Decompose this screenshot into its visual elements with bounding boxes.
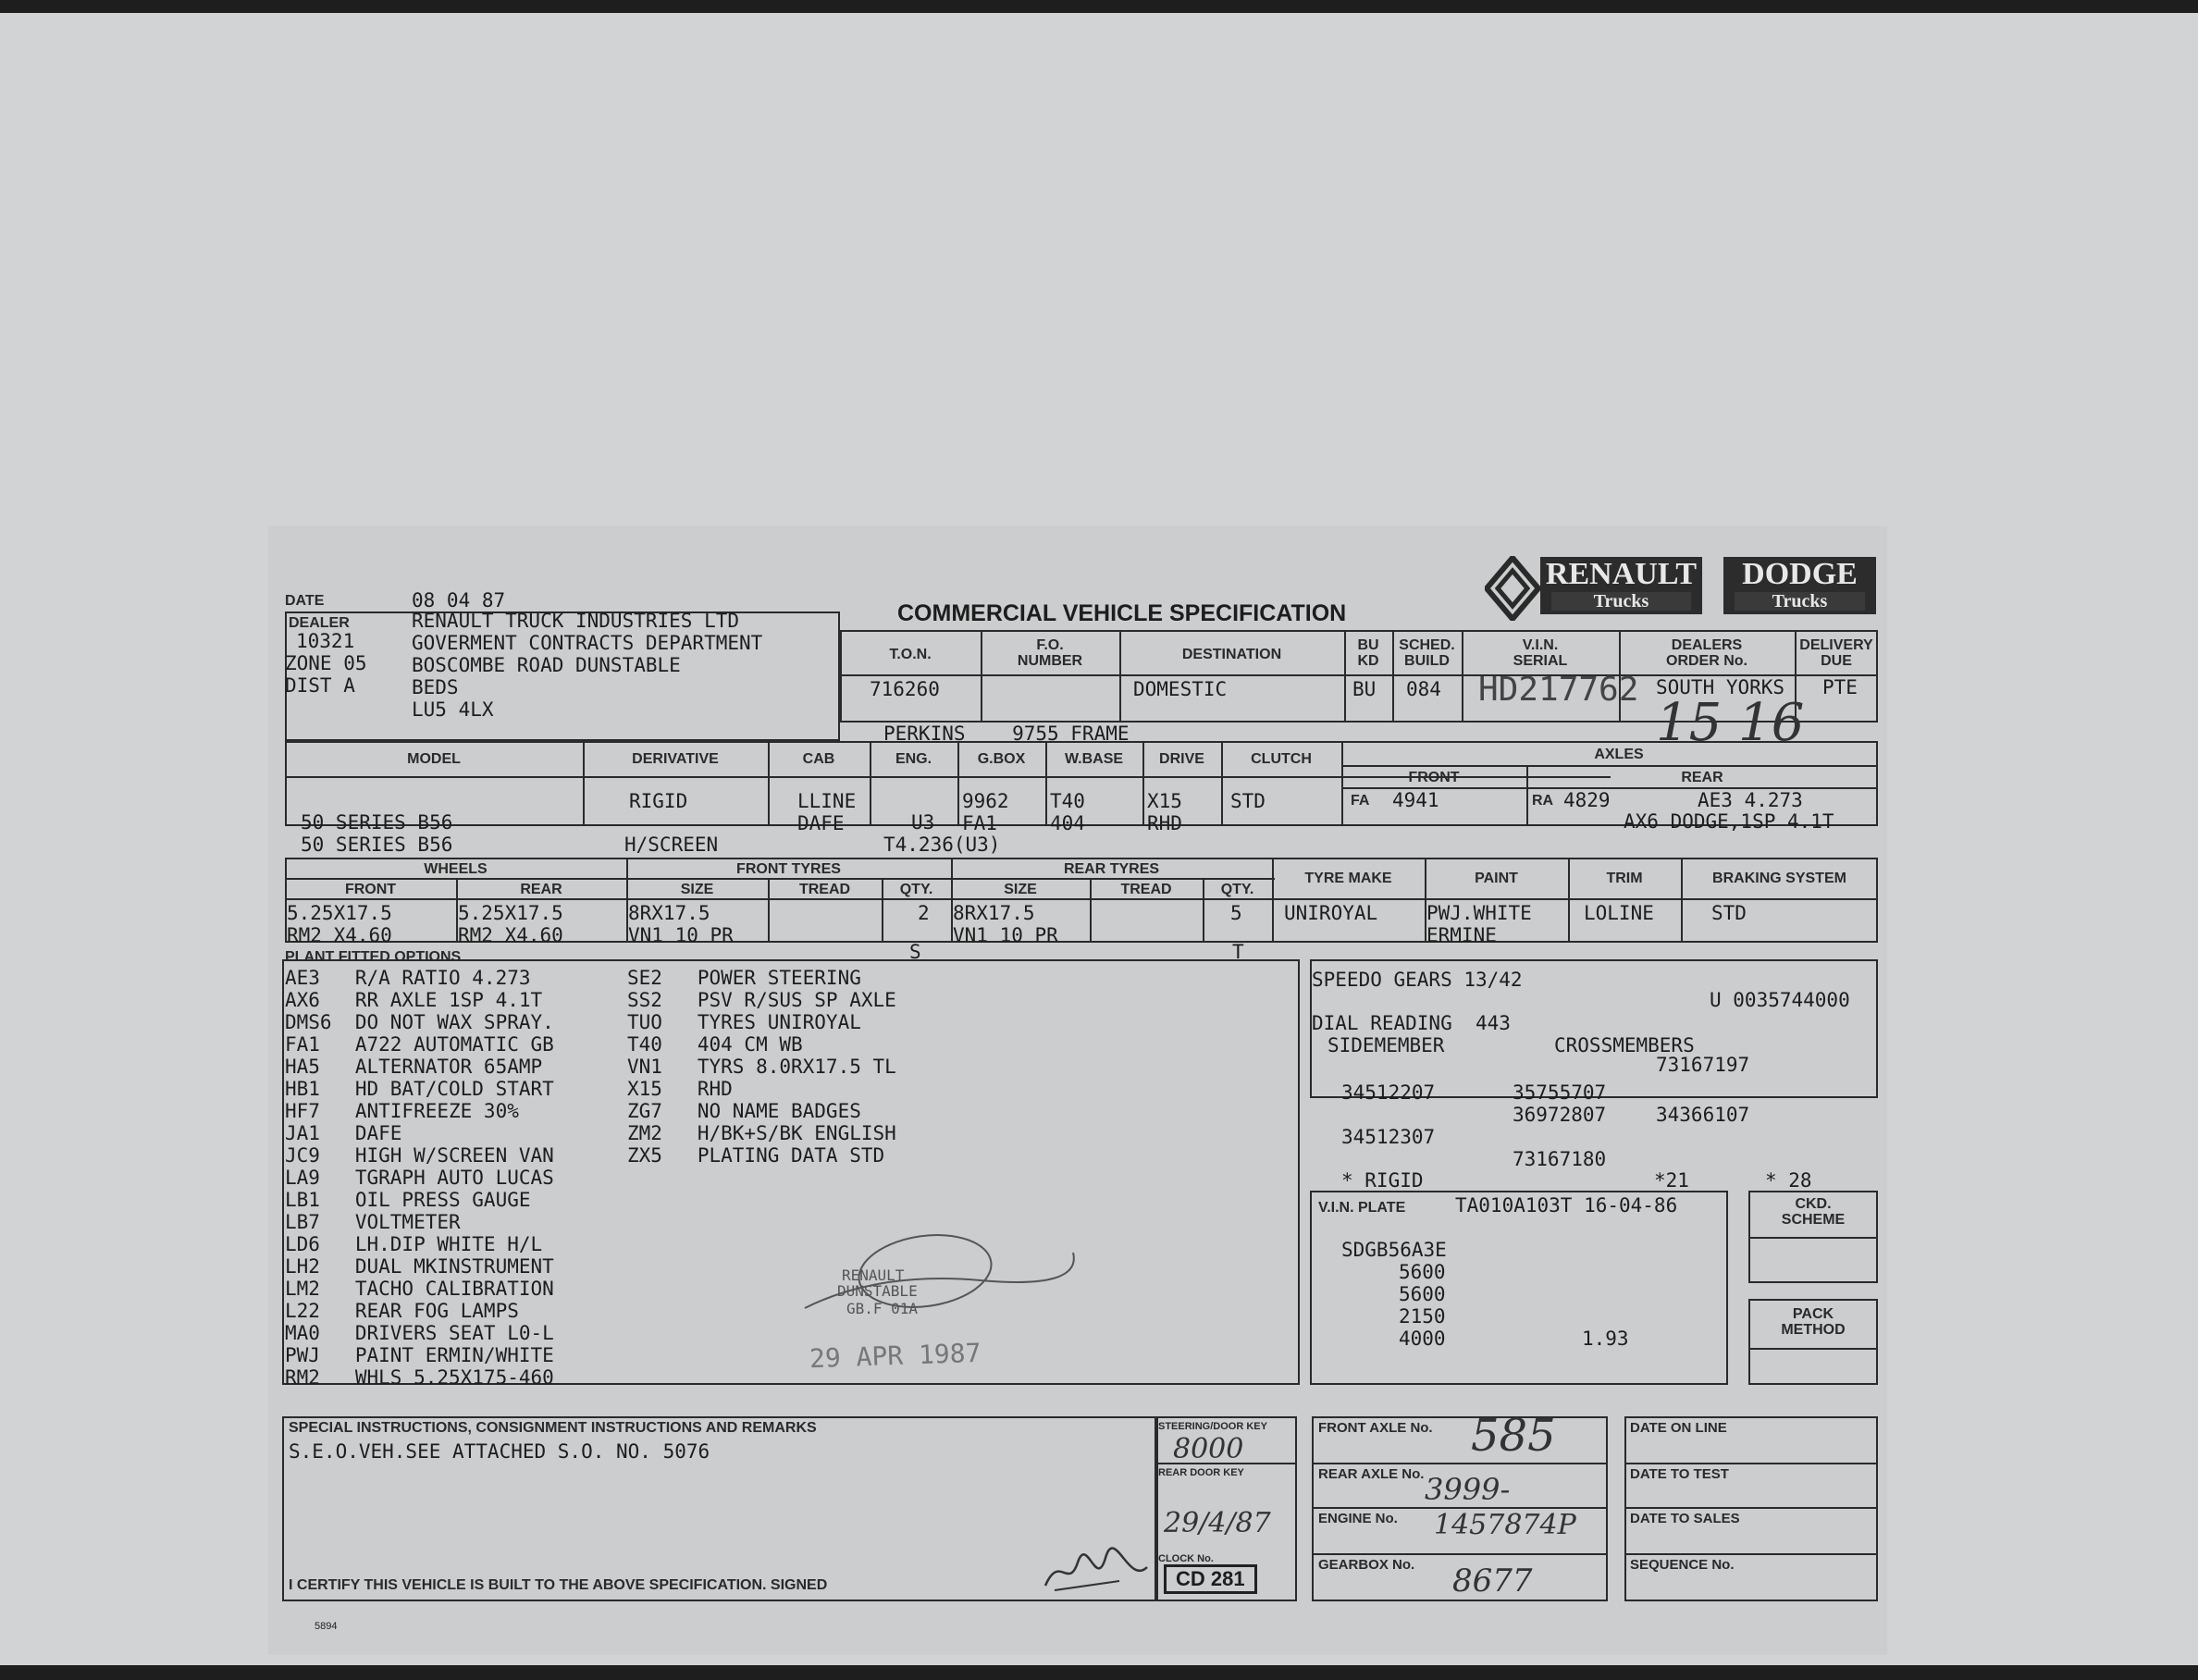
- date-to-test-label: DATE TO TEST: [1630, 1466, 1729, 1482]
- date-to-sales-label: DATE TO SALES: [1630, 1511, 1740, 1526]
- dealer-label: DEALER: [289, 615, 350, 631]
- handwritten-date: 29/4/87: [1164, 1507, 1271, 1539]
- front-axle-value: 4941: [1392, 789, 1439, 811]
- rear-axle-value: 4829: [1563, 789, 1611, 811]
- rear-door-key-label: REAR DOOR KEY: [1158, 1467, 1244, 1478]
- ckd-scheme-label: CKD. SCHEME: [1781, 1196, 1846, 1228]
- vin-plate-label: V.I.N. PLATE: [1318, 1200, 1406, 1216]
- engine-frame-line: PERKINS 9755 FRAME: [883, 723, 1130, 745]
- pack-method-label: PACK METHOD: [1781, 1306, 1846, 1338]
- wheels-front-value: 5.25X17.5 RM2 X4.60: [287, 902, 392, 946]
- clock-number-value: CD 281: [1164, 1564, 1257, 1594]
- stamp-text-2: DUNSTABLE: [837, 1282, 918, 1300]
- model-label: MODEL: [407, 751, 461, 767]
- engine-no-label: ENGINE No.: [1318, 1511, 1398, 1526]
- specification-form: [268, 526, 1887, 1655]
- rear-axle-no-value: 3999-: [1425, 1472, 1511, 1507]
- dates-box: [1624, 1416, 1878, 1601]
- member-number-5: 34366107: [1656, 1104, 1750, 1126]
- fo-number-label: F.O. NUMBER: [1017, 637, 1083, 669]
- clock-number-label: CLOCK No.: [1158, 1553, 1214, 1564]
- dealers-order-value: SOUTH YORKS: [1656, 676, 1785, 698]
- rigid-marker: * RIGID: [1341, 1169, 1424, 1192]
- ton-value: 716260: [870, 678, 940, 700]
- vin-plate-ratio: 1.93: [1582, 1328, 1629, 1350]
- axle-front-label: FRONT: [1408, 770, 1460, 785]
- steering-key-value: 8000: [1173, 1433, 1244, 1465]
- zone: ZONE 05: [285, 652, 367, 674]
- speedo-gears: SPEEDO GEARS 13/42: [1312, 969, 1523, 991]
- member-number-7: 73167180: [1513, 1148, 1607, 1170]
- vin-plate-weight-3: 2150: [1399, 1305, 1446, 1328]
- cab-value: LLINE DAFE: [797, 790, 857, 834]
- axle-rear-label: REAR: [1681, 770, 1723, 785]
- braking-label: BRAKING SYSTEM: [1712, 871, 1846, 886]
- wheels-rear-value: 5.25X17.5 RM2 X4.60: [458, 902, 563, 946]
- date-value: 08 04 87: [412, 589, 506, 611]
- dodge-trucks-logo: DODGE Trucks: [1723, 557, 1876, 614]
- sequence-no-label: SEQUENCE No.: [1630, 1557, 1735, 1573]
- tyre-make-label: TYRE MAKE: [1304, 871, 1392, 886]
- renault-diamond-icon: [1485, 556, 1540, 624]
- crossmembers-label: CROSSMEMBERS: [1554, 1034, 1695, 1056]
- gearbox-no-label: GEARBOX No.: [1318, 1557, 1415, 1573]
- delivery-due-label: DELIVERY DUE: [1799, 637, 1873, 669]
- steering-key-label: STEERING/DOOR KEY: [1158, 1421, 1267, 1432]
- dealer-stamp: [768, 1216, 1082, 1358]
- address-line-4: BEDS: [412, 676, 459, 698]
- certify-line: I CERTIFY THIS VEHICLE IS BUILT TO THE ABOVE SPECIFICATION. SIGNED: [289, 1577, 828, 1593]
- dial-reading: DIAL READING 443: [1312, 1012, 1511, 1034]
- sched-value: 084: [1406, 678, 1441, 700]
- rear-tread-label: TREAD: [1120, 882, 1172, 897]
- dist: DIST A: [285, 674, 355, 697]
- front-axle-no-value: 585: [1471, 1410, 1556, 1462]
- address-line-3: BOSCOMBE ROAD DUNSTABLE: [412, 654, 681, 676]
- member-number-4: 36972807: [1513, 1104, 1607, 1126]
- eng-value: U3: [911, 811, 935, 834]
- front-tyre-size-value: 8RX17.5 VN1 10 PR: [628, 902, 734, 946]
- front-axle-no-label: FRONT AXLE No.: [1318, 1420, 1433, 1436]
- engine-no-value: 1457874P: [1434, 1509, 1576, 1541]
- front-axle-prefix: FA: [1351, 793, 1370, 809]
- vin-plate-weight-2: 5600: [1399, 1283, 1446, 1305]
- cab-label: CAB: [802, 751, 835, 767]
- wheels-rear-label: REAR: [520, 882, 562, 897]
- paint-label: PAINT: [1475, 871, 1518, 886]
- delivery-value: PTE: [1822, 676, 1858, 698]
- rear-tyre-size-value: 8RX17.5 VN1 10 PR: [953, 902, 1058, 946]
- derivative-label: DERIVATIVE: [632, 751, 719, 767]
- gbox-label: G.BOX: [977, 751, 1026, 767]
- drive-label: DRIVE: [1159, 751, 1204, 767]
- rear-axle-prefix: RA: [1532, 793, 1554, 809]
- vin-plate-value: TA010A103T 16-04-86: [1455, 1194, 1678, 1217]
- vin-plate-code: SDGB56A3E: [1341, 1239, 1447, 1261]
- derivative-value-2: H/SCREEN: [624, 834, 719, 856]
- wbase-label: W.BASE: [1064, 751, 1124, 767]
- front-tread-label: TREAD: [798, 882, 851, 897]
- sidemember-label: SIDEMEMBER: [1327, 1034, 1445, 1056]
- front-size-label: SIZE: [680, 882, 714, 897]
- member-number-3: 35755707: [1513, 1081, 1607, 1104]
- options-list-1: AE3 R/A RATIO 4.273 AX6 RR AXLE 1SP 4.1T DMS6 DO NOT WAX SPRAY. FA1 A722 AUTOMATIC GB HA5 ALTERNATOR 65AMP HB1 HD BAT/COLD START HF7 ANTIFREEZE 30% JA1 DAFE JC9 HIGH W/SCREEN VAN LA9 TGRAPH AUTO LUCAS LB1 OIL PRESS GAUGE LB7 VOLTMETER LD6 LH.DIP WHITE H/L LH2 DUAL MKINSTRUMENT LM2 TACHO CALIBRATION L22 REAR FOG LAMPS MA0 DRIVERS SEAT L0-L PWJ PAINT ERMIN/WHITE RM2 WHLS 5.25X175-460: [285, 967, 554, 1389]
- front-tyres-label: FRONT TYRES: [736, 861, 841, 877]
- rear-axle-desc: AE3 4.273: [1698, 789, 1803, 811]
- axles-label: AXLES: [1594, 747, 1644, 762]
- stamp-date: 29 APR 1987: [809, 1337, 982, 1375]
- stamp-text-3: GB.F 01A: [846, 1300, 919, 1317]
- member-number-2: 34512207: [1341, 1081, 1436, 1104]
- model-value-2: 50 SERIES B56: [301, 834, 453, 856]
- eng-label: ENG.: [895, 751, 932, 767]
- signature: [1041, 1544, 1152, 1603]
- clutch-label: CLUTCH: [1251, 751, 1312, 767]
- ton-label: T.O.N.: [889, 647, 932, 662]
- rear-tyre-qty-value: 5: [1230, 902, 1242, 924]
- renault-trucks-logo: RENAULT Trucks: [1540, 557, 1702, 614]
- model-value-1: 50 SERIES B56: [301, 811, 453, 834]
- vin-plate-weight-1: 5600: [1399, 1261, 1446, 1283]
- form-title: COMMERCIAL VEHICLE SPECIFICATION: [897, 600, 1347, 626]
- gbox-value: 9962 FA1: [962, 790, 1009, 834]
- front-tyre-qty-value: 2: [918, 902, 930, 924]
- paint-value: PWJ.WHITE ERMINE: [1426, 902, 1532, 946]
- axle-extra: AX6 DODGE,1SP 4.1T: [1624, 810, 1834, 833]
- scanned-page: [0, 13, 2198, 1665]
- dealer-code: 10321: [296, 630, 355, 652]
- options-list-2: SE2 POWER STEERING SS2 PSV R/SUS SP AXLE TUO TYRES UNIROYAL T40 404 CM WB VN1 TYRS 8.0RX17.5 TL X15 RHD ZG7 NO NAME BADGES ZM2 H/BK+S/BK ENGLISH ZX5 PLATING DATA STD: [627, 967, 896, 1167]
- form-number: 5894: [315, 1621, 338, 1632]
- vin-plate-weight-4: 4000: [1399, 1328, 1446, 1350]
- vin-plate-box: [1310, 1191, 1728, 1385]
- remarks-label: SPECIAL INSTRUCTIONS, CONSIGNMENT INSTRUCTIONS AND REMARKS: [289, 1420, 817, 1436]
- gearbox-no-value: 8677: [1452, 1563, 1533, 1600]
- bu-kd-label: BU KD: [1357, 637, 1379, 669]
- rear-tyre-mark: T: [1232, 941, 1244, 963]
- destination-value: DOMESTIC: [1133, 678, 1228, 700]
- remarks-text: S.E.O.VEH.SEE ATTACHED S.O. NO. 5076: [289, 1440, 710, 1463]
- tyre-make-value: UNIROYAL: [1284, 902, 1378, 924]
- wheels-label: WHEELS: [424, 861, 488, 877]
- date-on-line-label: DATE ON LINE: [1630, 1420, 1727, 1436]
- member-number-1: 73167197: [1656, 1054, 1750, 1076]
- bu-value: BU: [1352, 678, 1377, 700]
- dealers-order-label: DEALERS ORDER No.: [1666, 637, 1747, 669]
- braking-value: STD: [1711, 902, 1747, 924]
- member-number-6: 34512307: [1341, 1126, 1436, 1148]
- rear-axle-no-label: REAR AXLE No.: [1318, 1466, 1425, 1482]
- address-line-1: RENAULT TRUCK INDUSTRIES LTD: [412, 610, 740, 632]
- trim-value: LOLINE: [1584, 902, 1654, 924]
- address-line-2: GOVERMENT CONTRACTS DEPARTMENT: [412, 632, 763, 654]
- stamp-text-1: RENAULT: [842, 1266, 905, 1284]
- drive-value: X15 RHD: [1147, 790, 1182, 834]
- date-label: DATE: [285, 593, 325, 609]
- derivative-value: RIGID: [629, 790, 688, 812]
- front-qty-label: QTY.: [899, 882, 933, 897]
- rear-qty-label: QTY.: [1220, 882, 1254, 897]
- rear-size-label: SIZE: [1004, 882, 1037, 897]
- clutch-value: STD: [1230, 790, 1266, 812]
- destination-label: DESTINATION: [1181, 647, 1282, 662]
- rear-tyres-label: REAR TYRES: [1063, 861, 1160, 877]
- options-label: PLANT FITTED OPTIONS: [285, 949, 462, 965]
- handwritten-order-number: 15 16: [1656, 693, 1805, 753]
- wheels-front-label: FRONT: [344, 882, 397, 897]
- front-tyre-mark: S: [909, 941, 921, 963]
- trim-label: TRIM: [1606, 871, 1643, 886]
- marker-21: *21: [1654, 1169, 1689, 1192]
- engine-code: T4.236(U3): [883, 834, 1001, 856]
- vin-serial-value: HD217762: [1478, 671, 1639, 709]
- speedo-serial: U 0035744000: [1710, 989, 1850, 1011]
- vin-serial-label: V.I.N. SERIAL: [1513, 637, 1568, 669]
- address-line-5: LU5 4LX: [412, 698, 494, 721]
- wbase-value: T40 404: [1050, 790, 1085, 834]
- sched-build-label: SCHED. BUILD: [1399, 637, 1455, 669]
- marker-28: * 28: [1765, 1169, 1812, 1192]
